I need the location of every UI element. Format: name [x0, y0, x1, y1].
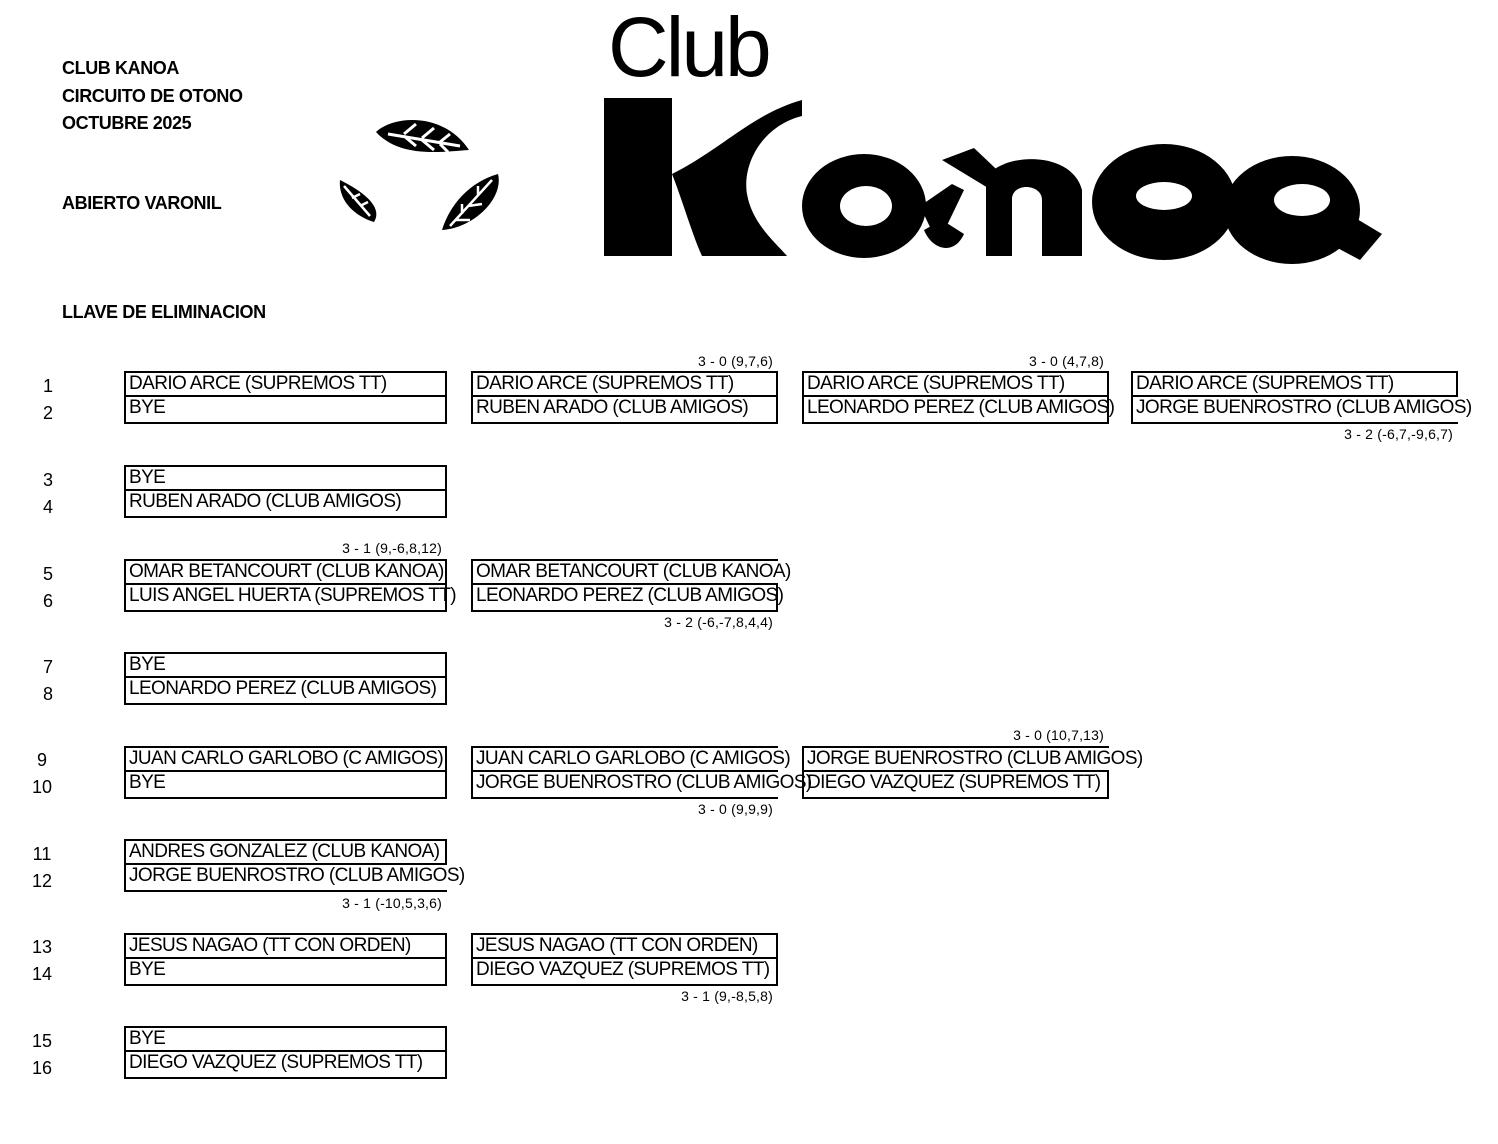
- match-r1-5: [124, 746, 447, 799]
- player-slot: OMAR BETANCOURT (CLUB KANOA): [124, 559, 447, 585]
- match-score: 3 - 2 (-6,7,-9,6,7): [1344, 426, 1453, 442]
- leaves-icon: [332, 110, 507, 235]
- circuit-name: CIRCUITO DE OTONO: [62, 86, 243, 106]
- player-slot: OMAR BETANCOURT (CLUB KANOA): [471, 559, 778, 585]
- match-score: 3 - 1 (9,-6,8,12): [342, 540, 442, 556]
- match-score: 3 - 0 (9,7,6): [698, 353, 773, 369]
- player-slot: BYE: [124, 959, 447, 986]
- match-r2-1: [471, 371, 778, 424]
- club-name: CLUB KANOA: [62, 58, 179, 78]
- match-r2-2: [471, 559, 791, 612]
- logo-club-text: Club: [608, 0, 769, 94]
- match-score: 3 - 0 (10,7,13): [1013, 727, 1104, 743]
- seed-number: 10: [31, 777, 53, 797]
- player-slot: DARIO ARCE (SUPREMOS TT): [124, 371, 447, 397]
- player-slot: JORGE BUENROSTRO (CLUB AMIGOS): [471, 772, 778, 799]
- seed-number: 8: [42, 684, 53, 704]
- player-slot: DIEGO VAZQUEZ (SUPREMOS TT): [124, 1052, 447, 1079]
- match-r1-4: [124, 652, 447, 705]
- seed-number: 14: [31, 964, 53, 984]
- player-slot: DIEGO VAZQUEZ (SUPREMOS TT): [471, 959, 778, 986]
- player-slot: RUBEN ARADO (CLUB AMIGOS): [471, 397, 778, 424]
- match-score: 3 - 0 (4,7,8): [1029, 353, 1104, 369]
- seed-number: 12: [31, 871, 53, 891]
- player-slot: JORGE BUENROSTRO (CLUB AMIGOS): [1131, 397, 1458, 424]
- player-slot: JESUS NAGAO (TT CON ORDEN): [471, 933, 778, 959]
- category-label: ABIERTO VARONIL: [62, 193, 222, 213]
- match-score: 3 - 0 (9,9,9): [698, 801, 773, 817]
- seed-number: 4: [42, 497, 53, 517]
- seed-number: 9: [36, 750, 47, 770]
- match-r3-1: [802, 371, 1115, 424]
- seed-number: 7: [42, 657, 53, 677]
- player-slot: BYE: [124, 772, 447, 799]
- match-r1-8: [124, 1026, 447, 1079]
- seed-number: 6: [42, 591, 53, 611]
- player-slot: JESUS NAGAO (TT CON ORDEN): [124, 933, 447, 959]
- seed-number: 3: [42, 470, 53, 490]
- match-score: 3 - 1 (9,-8,5,8): [681, 988, 773, 1004]
- player-slot: JORGE BUENROSTRO (CLUB AMIGOS): [802, 746, 1109, 772]
- player-slot: JUAN CARLO GARLOBO (C AMIGOS): [124, 746, 447, 772]
- player-slot: LEONARDO PEREZ (CLUB AMIGOS): [802, 397, 1109, 424]
- match-r3-2: [802, 746, 1143, 799]
- player-slot: BYE: [124, 465, 447, 491]
- seed-number: 13: [31, 937, 53, 957]
- match-r1-2: [124, 465, 447, 518]
- match-score: 3 - 1 (-10,5,3,6): [342, 895, 442, 911]
- match-final: [1131, 371, 1472, 424]
- player-slot: RUBEN ARADO (CLUB AMIGOS): [124, 491, 447, 518]
- player-slot: DARIO ARCE (SUPREMOS TT): [802, 371, 1109, 397]
- event-date: OCTUBRE 2025: [62, 113, 192, 133]
- bracket-title: LLAVE DE ELIMINACION: [62, 302, 266, 322]
- player-slot: ANDRES GONZALEZ (CLUB KANOA): [124, 839, 447, 865]
- player-slot: LUIS ANGEL HUERTA (SUPREMOS TT): [124, 585, 447, 612]
- player-slot: BYE: [124, 1026, 447, 1052]
- seed-number: 11: [32, 844, 52, 864]
- player-slot: DIEGO VAZQUEZ (SUPREMOS TT): [802, 772, 1109, 799]
- match-r1-1: [124, 371, 447, 424]
- match-r2-4: [471, 933, 778, 986]
- player-slot: JUAN CARLO GARLOBO (C AMIGOS): [471, 746, 778, 772]
- match-score: 3 - 2 (-6,-7,8,4,4): [664, 614, 773, 630]
- seed-number: 1: [42, 376, 53, 396]
- player-slot: JORGE BUENROSTRO (CLUB AMIGOS): [124, 865, 447, 892]
- seed-number: 2: [42, 403, 53, 423]
- player-slot: BYE: [124, 397, 447, 424]
- match-r1-3: [124, 559, 456, 612]
- seed-number: 5: [42, 564, 53, 584]
- seed-number: 15: [31, 1031, 53, 1051]
- match-r2-3: [471, 746, 812, 799]
- kanoa-wordmark: [602, 94, 1392, 264]
- player-slot: BYE: [124, 652, 447, 678]
- player-slot: DARIO ARCE (SUPREMOS TT): [1131, 371, 1458, 397]
- match-r1-7: [124, 933, 447, 986]
- player-slot: DARIO ARCE (SUPREMOS TT): [471, 371, 778, 397]
- player-slot: LEONARDO PEREZ (CLUB AMIGOS): [124, 678, 447, 705]
- match-r1-6: [124, 839, 465, 892]
- player-slot: LEONARDO PEREZ (CLUB AMIGOS): [471, 585, 778, 612]
- seed-number: 16: [31, 1058, 53, 1078]
